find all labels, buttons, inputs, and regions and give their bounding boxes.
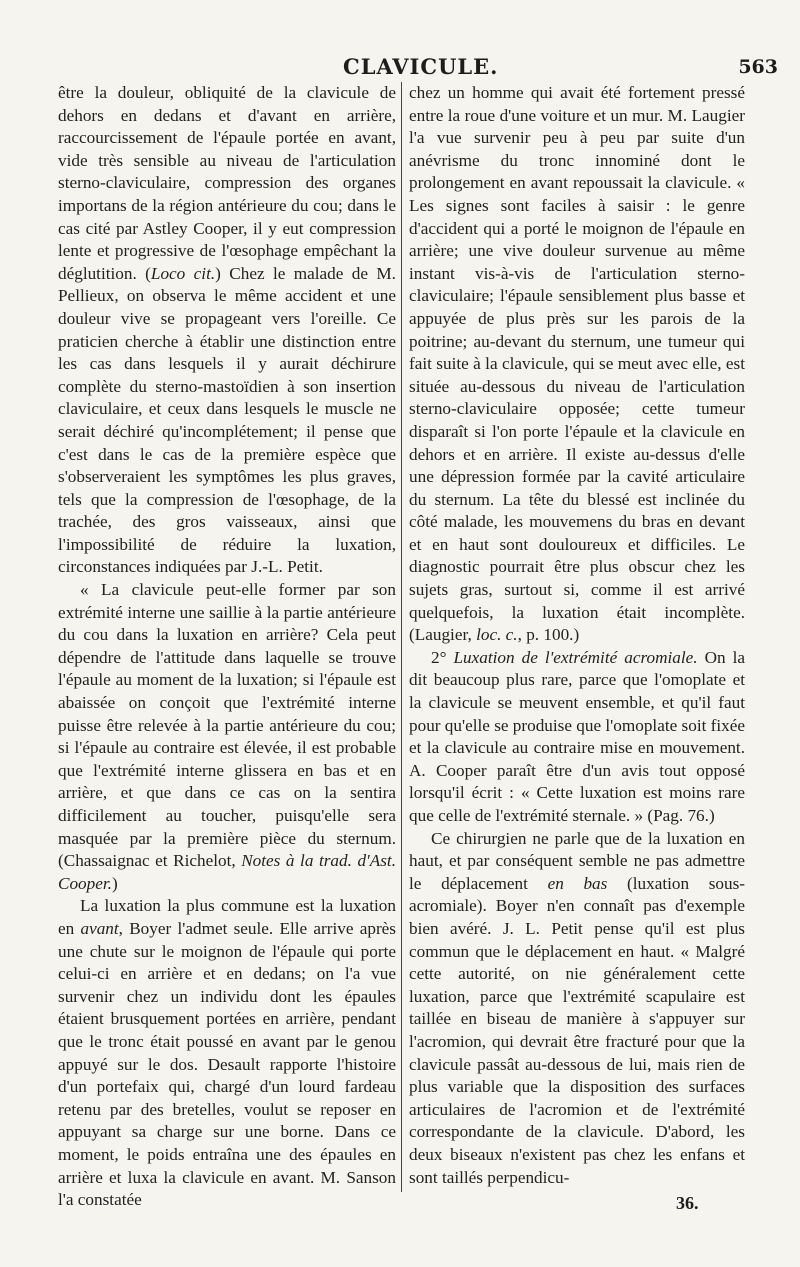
left-column bbox=[58, 82, 396, 1212]
paragraph-text: , Boyer l'admet seule. Elle arrive après une chute sur le moignon de l'épaule qui porte celui-ci en arrière et en dedans; on l'a vue survenir chez un individu dont les épaules étaient brusquement portées en arrière, pendant que le tronc était poussé en avant par le genou appuyé sur le dos. Desault rapporte l'histoire d'un portefaix qui, chargé d'un lourd fardeau retenu par des bretelles, voulut se reposer en appuyant sa charge sur une borne. Dans ce moment, le poids entraîna une des épaules en arrière et luxa la clavicule en avant. M. Sanson l'a constatée bbox=[58, 918, 396, 1210]
emphasis: en bas bbox=[547, 873, 608, 893]
paragraph bbox=[409, 82, 745, 647]
section-number: 2° bbox=[431, 647, 454, 667]
section-heading: Luxation de l'extrémité acromiale. bbox=[453, 647, 698, 667]
paragraph-text: La luxation la plus commune est la luxation en bbox=[58, 896, 396, 938]
paragraph bbox=[58, 82, 396, 579]
signature-mark: 36. bbox=[676, 1193, 699, 1213]
paragraph-text: ) Chez le malade de M. Pellieux, on observa le même accident et une douleur vive se propageant vers l'oreille. Ce praticien cherche à établir une distinction entre les cas dans lesquels il y aurait déchirure complète du sterno-mastoïdien à son insertion claviculaire, et ceux dans lesquels le muscle ne serait déchiré qu'incomplétement; il pense que c'est dans le cas de la première espèce que s'observeraient les symptômes les plus graves, tels que la compression de l'œsophage, de la trachée, des gros vaisseaux, ainsi que l'impossibilité de réduire la luxation, circonstances indiquées par J.-L. Petit. bbox=[58, 263, 396, 577]
right-column bbox=[409, 82, 745, 1189]
running-title: CLAVICULE. bbox=[343, 54, 499, 79]
paragraph-text: (luxation sous-acromiale). Boyer n'en connaît pas d'exemple bien avéré. J. L. Petit pense qu'il est plus commun que le déplacement en haut. « Malgré cette autorité, on nie généralement cette luxation, parce que l'extrémité scapulaire est taillée en biseau de manière à s'appuyer sur l'acromion, qui devrait être fracturé pour que la clavicule passât au-dessous de lui, mais rien de plus variable que la disposition des surfaces articulaires de l'acromion et de l'extrémité correspondante de la clavicule. D'abord, les deux biseaux n'existent pas chez les enfans et sont taillés perpendicu- bbox=[409, 873, 746, 1187]
paragraph bbox=[58, 895, 396, 1211]
paragraph-text: , p. 100.) bbox=[517, 625, 580, 645]
page-header bbox=[0, 54, 800, 84]
citation: Notes à la trad. d'Ast. Cooper. bbox=[58, 851, 396, 893]
page-number: 563 bbox=[738, 56, 778, 78]
paragraph-text: Ce chirurgien ne parle que de la luxation en haut, et par conséquent semble ne pas admettre le déplacement bbox=[409, 828, 745, 893]
paragraph-text: On la dit beaucoup plus rare, parce que l'omoplate et la clavicule se meuvent ensemble, et qu'il faut pour qu'elle se produise que l'omoplate soit fixée et la clavicule au contraire mise en mouvement. A. Cooper paraît être d'un avis tout opposé lorsqu'il écrit : « Cette luxation est moins rare que celle de l'extrémité sternale. » (Pag. 76.) bbox=[409, 647, 746, 825]
emphasis: avant bbox=[80, 918, 119, 938]
paragraph bbox=[409, 647, 745, 828]
paragraph bbox=[409, 828, 745, 1190]
column-divider bbox=[401, 82, 402, 1192]
paragraph-text: être la douleur, obliquité de la clavicule de dehors en dedans et d'avant en arrière, raccourcissement de l'épaule portée en avant, vide très sensible au niveau de l'articulation sterno-claviculaire, compression des organes importans de la région antérieure du cou; dans le cas cité par Astley Cooper, il y eut compression lente et progressive de l'œsophage empêchant la déglutition. ( bbox=[58, 83, 396, 283]
citation: Loco cit. bbox=[150, 263, 216, 283]
paragraph-text: ) bbox=[111, 873, 118, 893]
paragraph bbox=[58, 579, 396, 895]
citation: loc. c. bbox=[476, 625, 518, 645]
paragraph-text: « La clavicule peut-elle former par son extrémité interne une saillie à la partie antérieure du cou dans la luxation en arrière? Cela peut dépendre de l'attitude dans laquelle se trouve l'épaule au moment de la luxation; si l'épaule est abaissée on conçoit que l'extrémité interne puisse être relevée à la partie antérieure du cou; si l'épaule au contraire est élevée, il est probable que l'extrémité interne glissera en bas et en arrière, et que dans ce cas on la sentira difficilement au toucher, puisqu'elle sera masquée par la première pièce du sternum. (Chassaignac et Richelot, bbox=[58, 580, 396, 871]
paragraph-text: chez un homme qui avait été fortement pressé entre la roue d'une voiture et un mur. M. Laugier l'a vue survenir peu à peu par suite d'un anévrisme du tronc innominé dont le prolongement en avant repoussait la clavicule. « Les signes sont faciles à saisir : le genre d'accident qui a porté le moignon de l'épaule en arrière; une vive douleur survenue au même instant vis-à-vis de l'articulation sterno-claviculaire; l'épaule sensiblement plus basse et appuyée de plus près sur les parois de la poitrine; au-devant du sternum, une tumeur qui fait suite à la clavicule, qui se meut avec elle, est située au-dessous du niveau de l'articulation sterno-claviculaire opposée; cette tumeur disparaît si l'on porte l'épaule et la clavicule en dehors et en arrière. Il existe au-dessus d'elle une dépression formée par la cavité articulaire du sternum. La tête du blessé est inclinée du côté malade, les mouvemens du bras en devant et en haut sont douloureux et difficiles. Le diagnostic pourrait être plus obscur chez les sujets gras, surtout si, comme il est arrivé quelquefois, la luxation était incomplète. (Laugier, bbox=[409, 83, 745, 645]
